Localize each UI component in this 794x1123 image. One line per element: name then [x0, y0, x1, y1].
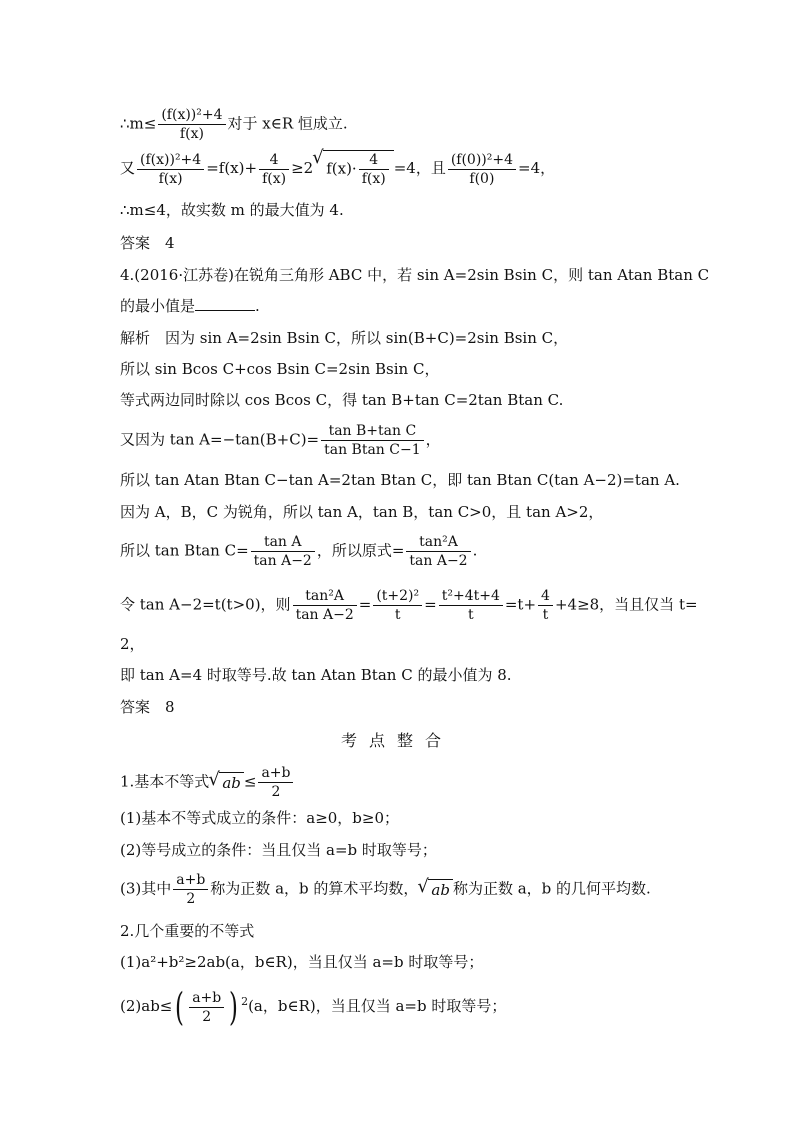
fraction [259, 151, 289, 188]
denominator: t [394, 607, 401, 623]
analysis-7 [120, 533, 477, 570]
fraction [439, 587, 503, 624]
text: (a，b∈R)，当且仅当 a=b 时取等号； [248, 997, 507, 1015]
analysis-2: 所以 sin Bcos C+cos Bsin C=2sin Bsin C， [120, 360, 440, 378]
denominator: 2 [186, 891, 196, 907]
numerator: 4 [538, 587, 553, 606]
text: . [255, 297, 260, 315]
right-paren: ) [229, 985, 239, 1029]
text: f(x)· [326, 159, 357, 178]
denominator: f(x) [179, 126, 204, 142]
text: =f(x)+ [206, 159, 258, 177]
text: 1.基本不等式 [120, 772, 210, 791]
numerator: 4 [259, 151, 289, 170]
analysis-3: 等式两边同时除以 cos Bcos C，得 tan B+tan C=2tan Btan C. [120, 391, 564, 409]
text: (3)其中 [120, 879, 172, 898]
analysis-4 [120, 422, 441, 459]
fraction [373, 587, 422, 624]
text: . [472, 541, 478, 560]
denominator: tan A−2 [409, 553, 468, 569]
numerator: (t+2)² [373, 587, 422, 606]
text: 对于 x∈R 恒成立. [227, 114, 348, 133]
summary-7 [120, 985, 507, 1029]
numerator: a+b [173, 871, 208, 890]
section-title: 考点整合 [340, 731, 453, 750]
problem-4: 4.(2016·江苏卷)在锐角三角形 ABC 中，若 sin A=2sin Bsin C，则 tan Atan Btan C [120, 266, 710, 284]
sqrt [219, 772, 244, 793]
summary-1 [120, 764, 295, 801]
summary-2: (1)基本不等式成立的条件：a≥0，b≥0； [120, 809, 400, 827]
analysis-1: 解析 因为 sin A=2sin Bsin C，所以 sin(B+C)=2sin Bsin C， [120, 329, 569, 347]
analysis-10: 即 tan A=4 时取等号.故 tan Atan Btan C 的最小值为 8. [120, 666, 512, 684]
fraction [258, 764, 293, 801]
sqrt [323, 150, 394, 188]
numerator: a+b [189, 989, 224, 1008]
denominator: tan A−2 [295, 607, 354, 623]
answer-blank [195, 296, 255, 311]
answer-2: 答案 8 [120, 698, 175, 716]
left-paren: ( [175, 985, 185, 1029]
denominator: f(x) [158, 170, 183, 187]
text: =t+ [504, 595, 537, 614]
numerator: (f(x))²+4 [158, 106, 225, 125]
text: ab [222, 774, 241, 792]
fraction [189, 989, 224, 1026]
text: ≤ [243, 772, 257, 791]
summary-5: 2.几个重要的不等式 [120, 922, 255, 940]
fraction [406, 533, 470, 570]
summary-3: (2)等号成立的条件：当且仅当 a=b 时取等号； [120, 841, 437, 859]
text: 称为正数 a，b 的几何平均数. [452, 879, 651, 898]
denominator: tan A−2 [253, 553, 312, 569]
line-2 [120, 150, 555, 188]
problem-4-cont [120, 296, 260, 316]
text: ab [431, 881, 450, 899]
fraction [158, 106, 225, 143]
numerator: (f(x))²+4 [137, 151, 204, 170]
answer-1: 答案 4 [120, 234, 175, 252]
fraction [448, 151, 516, 188]
analysis-9: 2， [120, 635, 145, 653]
denominator: t [542, 607, 549, 623]
denominator: t [467, 607, 474, 623]
analysis-8 [120, 587, 698, 624]
numerator: 4 [359, 151, 389, 170]
denominator: f(x) [262, 170, 287, 187]
text: = [424, 595, 437, 614]
fraction [359, 151, 389, 188]
denominator: f(x) [361, 171, 386, 187]
text: (2)ab≤ [120, 997, 173, 1015]
fraction [251, 533, 315, 570]
text: 令 tan A−2=t(t>0)，则 [120, 595, 291, 614]
text: ， [425, 430, 441, 449]
fraction [173, 871, 208, 908]
denominator: 2 [271, 784, 281, 800]
text: +4≥8，当且仅当 t= [554, 595, 698, 614]
fraction [538, 587, 553, 624]
numerator: tan²A [406, 533, 470, 552]
text: ∴m≤ [120, 114, 157, 133]
numerator: t²+4t+4 [439, 587, 503, 606]
fraction [321, 422, 424, 459]
sqrt [428, 879, 453, 900]
numerator: tan A [251, 533, 315, 552]
summary-6: (1)a²+b²≥2ab(a，b∈R)，当且仅当 a=b 时取等号； [120, 953, 484, 971]
text: 又 [120, 159, 136, 177]
denominator: 2 [202, 1008, 212, 1025]
text: =4，且 [393, 159, 446, 177]
text: ≥2 [291, 159, 314, 177]
numerator: a+b [258, 764, 293, 783]
text: 所以 tan Btan C= [120, 541, 249, 560]
text: 称为正数 a，b 的算术平均数， [210, 879, 419, 898]
line-1 [120, 106, 348, 143]
line-3: ∴m≤4，故实数 m 的最大值为 4. [120, 201, 344, 219]
analysis-6: 因为 A，B，C 为锐角，所以 tan A，tan B，tan C>0，且 tan A>2， [120, 503, 604, 521]
fraction [137, 151, 204, 188]
text: =4， [518, 159, 556, 177]
fraction [293, 587, 357, 624]
text: ，所以原式= [316, 541, 405, 560]
numerator: (f(0))²+4 [448, 151, 516, 170]
text: 又因为 tan A=−tan(B+C)= [120, 430, 320, 449]
denominator: tan Btan C−1 [324, 442, 421, 458]
denominator: f(0) [469, 170, 495, 187]
text: 的最小值是 [120, 297, 196, 315]
text: = [358, 595, 372, 614]
numerator: tan B+tan C [321, 422, 424, 441]
analysis-5: 所以 tan Atan Btan C−tan A=2tan Btan C，即 tan Btan C(tan A−2)=tan A. [120, 471, 680, 489]
numerator: tan²A [293, 587, 357, 606]
superscript: 2 [241, 995, 249, 1008]
summary-4 [120, 871, 651, 908]
